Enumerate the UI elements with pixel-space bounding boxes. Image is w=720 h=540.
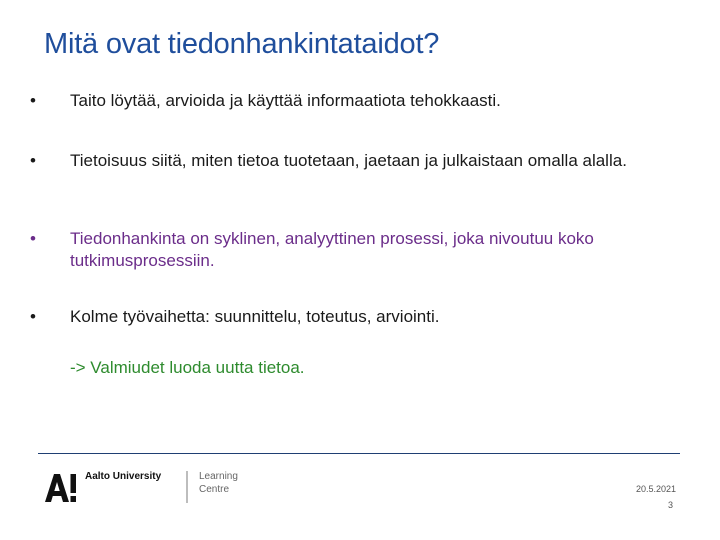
bullet-marker: •	[30, 307, 36, 326]
aalto-logo	[45, 471, 285, 505]
bullet-marker: •	[30, 229, 36, 248]
bullet-text: Taito löytää, arvioida ja käyttää informaatiota tehokkaasti.	[70, 91, 501, 110]
footer-divider	[38, 453, 680, 454]
logo-unit-line2: Centre	[199, 484, 230, 495]
slide-date: 20.5.2021	[635, 484, 676, 494]
aalto-a-logo-icon	[45, 471, 77, 503]
bullet-text: Tietoisuus siitä, miten tietoa tuotetaan, jaetaan ja julkaistaan omalla alalla.	[70, 151, 627, 170]
bullet-marker: •	[30, 91, 36, 110]
slide-title: Mitä ovat tiedonhankintataidot?	[44, 28, 440, 60]
logo-unit-line1: Learning	[199, 471, 238, 482]
logo-separator	[186, 471, 188, 503]
slide-page-number: 3	[667, 500, 673, 510]
bullet-text: Tiedonhankinta on syklinen, analyyttinen prosessi, joka nivoutuu koko tutkimusprosessiin.	[70, 229, 594, 270]
bullet-text: Kolme työvaihetta: suunnittelu, toteutus, arviointi.	[70, 307, 440, 326]
logo-university-name: Aalto University	[85, 471, 162, 482]
conclusion-text: -> Valmiudet luoda uutta tietoa.	[70, 358, 305, 377]
bullet-marker: •	[30, 151, 36, 170]
logo-unit-name	[199, 470, 238, 496]
